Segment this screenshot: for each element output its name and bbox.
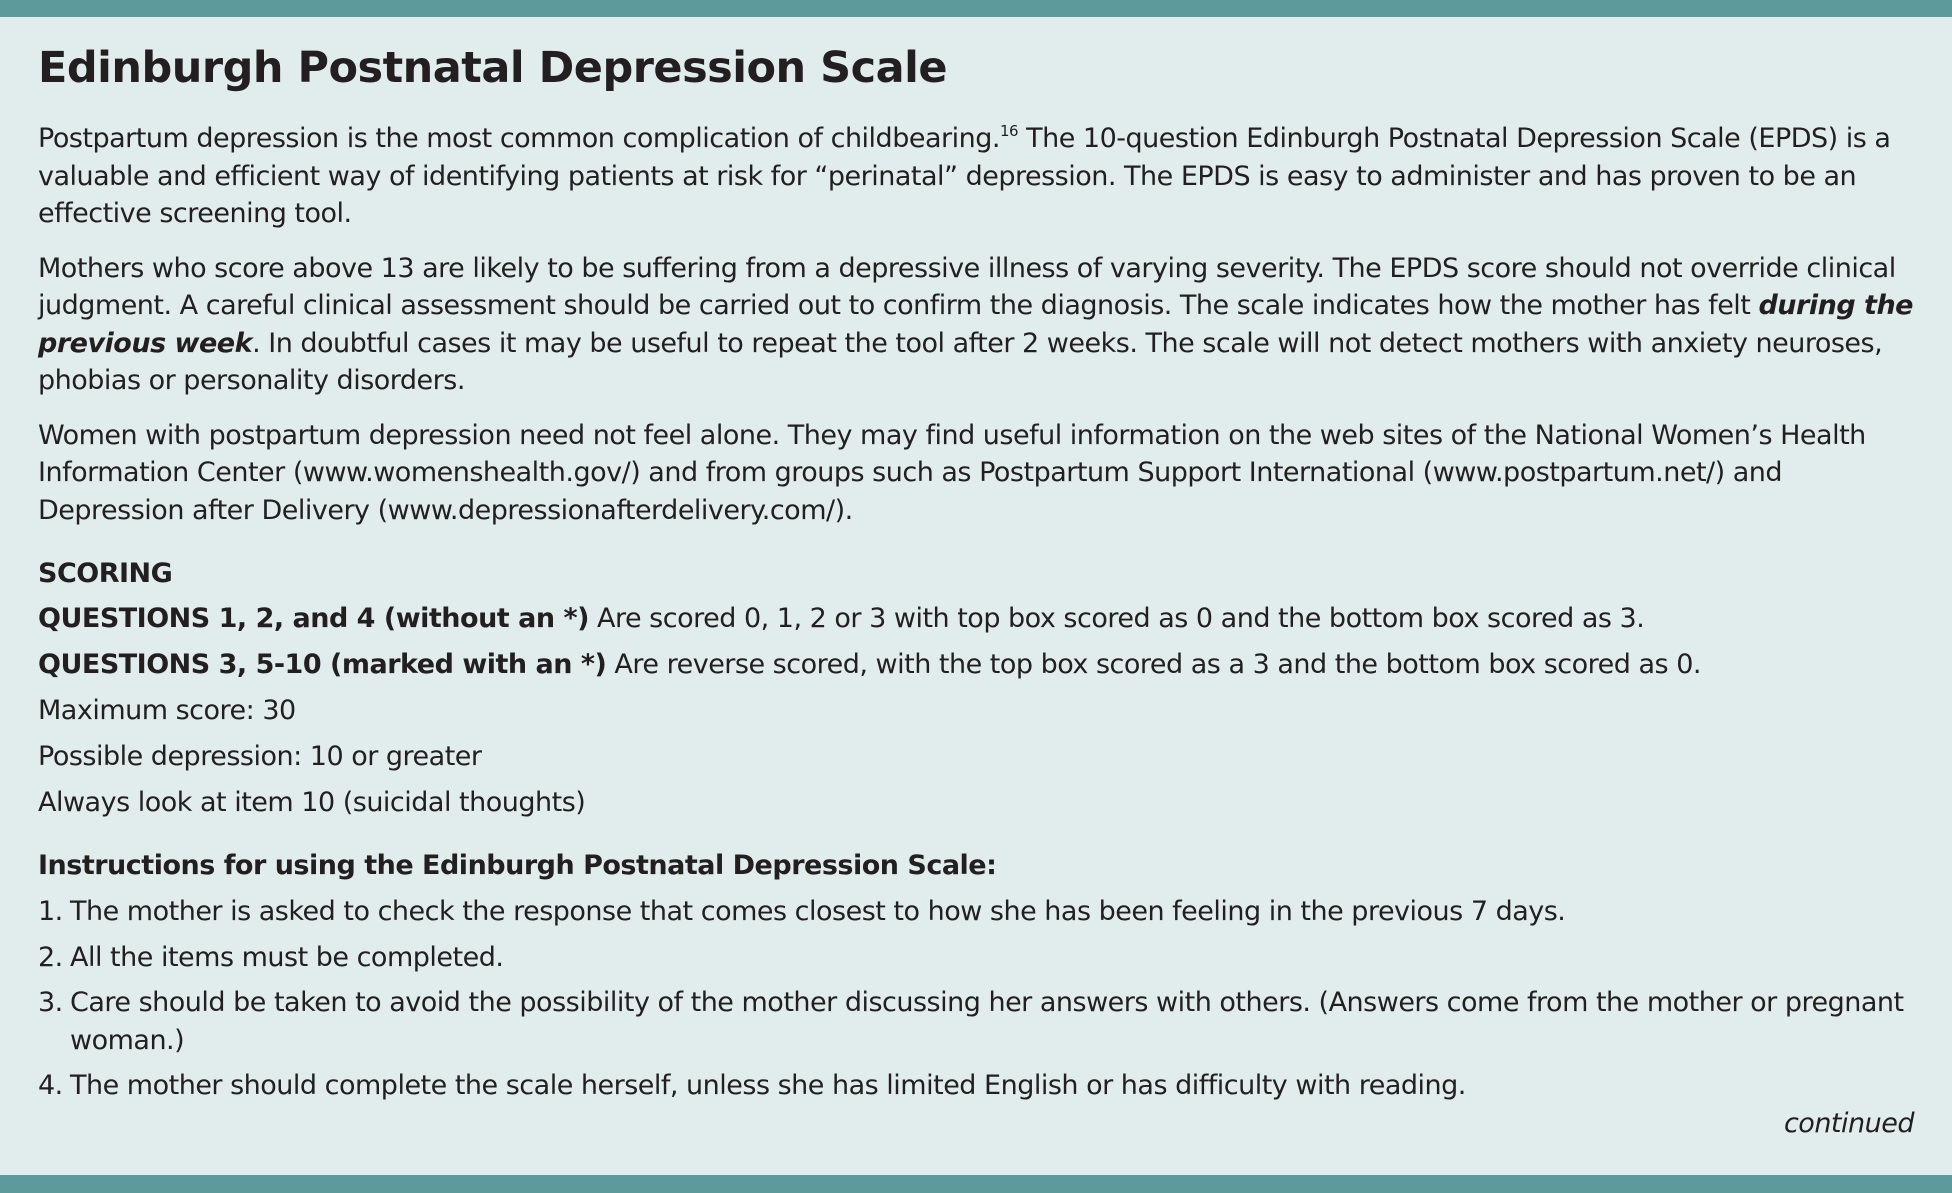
instruction-item <box>38 1067 1918 1105</box>
intro-paragraph-1-rest: The 10-question Edinburgh Postnatal Depression Scale (EPDS) is a valuable and efficient way of identifying patients at risk for “perinatal” depression. The EPDS is easy to administer and has proven to be an effective screening tool. <box>38 123 1891 229</box>
max-score-line: Maximum score: 30 <box>38 695 296 726</box>
intro-paragraph-2-emphasis: during the previous week <box>38 290 1913 359</box>
scoring-forward-text: Are scored 0, 1, 2 or 3 with top box scored as 0 and the bottom box scored as 3. <box>588 603 1645 634</box>
item-10-line: Always look at item 10 (suicidal thoughts) <box>38 787 586 818</box>
scoring-reverse-label: QUESTIONS 3, 5-10 (marked with an *) <box>38 649 607 680</box>
scoring-forward-label: QUESTIONS 1, 2, and 4 (without an *) <box>38 603 589 634</box>
page-title: Edinburgh Postnatal Depression Scale <box>38 43 948 93</box>
instruction-number: 2. <box>38 941 63 973</box>
top-accent-bar <box>0 0 1952 17</box>
bottom-accent-bar <box>0 1175 1952 1193</box>
scoring-reverse-text: Are reverse scored, with the top box scored as a 3 and the bottom box scored as 0. <box>606 649 1701 680</box>
instruction-item <box>38 939 1918 977</box>
instruction-number: 3. <box>38 987 63 1018</box>
scoring-reverse-questions <box>38 646 1918 684</box>
intro-paragraph-2 <box>38 250 1918 400</box>
intro-paragraph-3: Women with postpartum depression need not feel alone. They may find useful information on the web sites of the National Women’s Health Information Center (www.womenshealth.gov/) and from groups such as Postpartum Support International (www.postpartum.net/) and Depression after Delivery (www.depressionafterdelivery.com/). <box>38 419 1866 526</box>
instructions-list <box>38 893 1918 1105</box>
instruction-number: 4. <box>38 1070 63 1101</box>
scoring-forward-questions <box>38 600 1918 638</box>
reference-superscript: 16 <box>999 122 1019 140</box>
intro-paragraph-2-before: Mothers who score above 13 are likely to be suffering from a depressive illness of varying severity. The EPDS score should not override clinical judgment. A careful clinical assessment should be carried out to confirm the diagnosis. The scale indicates how the mother has felt <box>38 252 1896 321</box>
scoring-heading: SCORING <box>38 558 173 589</box>
possible-depression-line: Possible depression: 10 or greater <box>38 741 482 772</box>
instruction-item <box>38 893 1918 931</box>
intro-paragraph-1-text: Postpartum depression is the most common complication of childbearing. <box>38 123 1000 154</box>
instructions-heading: Instructions for using the Edinburgh Postnatal Depression Scale: <box>38 850 997 881</box>
instruction-item <box>38 984 1918 1059</box>
intro-paragraph-1 <box>38 120 1918 233</box>
instruction-text: The mother should complete the scale herself, unless she has limited English or has difficulty with reading. <box>70 1070 1466 1101</box>
continued-label: continued <box>1783 1108 1914 1139</box>
instruction-number: 1. <box>38 896 63 927</box>
instruction-text: Care should be taken to avoid the possibility of the mother discussing her answers with others. (Answers come from the mother or pregnant woman.) <box>70 987 1904 1056</box>
instruction-text: The mother is asked to check the response that comes closest to how she has been feeling in the previous 7 days. <box>70 896 1566 927</box>
intro-paragraph-2-after: . In doubtful cases it may be useful to repeat the tool after 2 weeks. The scale will not detect mothers with anxiety neuroses, phobias or personality disorders. <box>38 327 1883 396</box>
document-content <box>38 40 1918 1113</box>
instruction-text: All the items must be completed. <box>70 941 504 973</box>
